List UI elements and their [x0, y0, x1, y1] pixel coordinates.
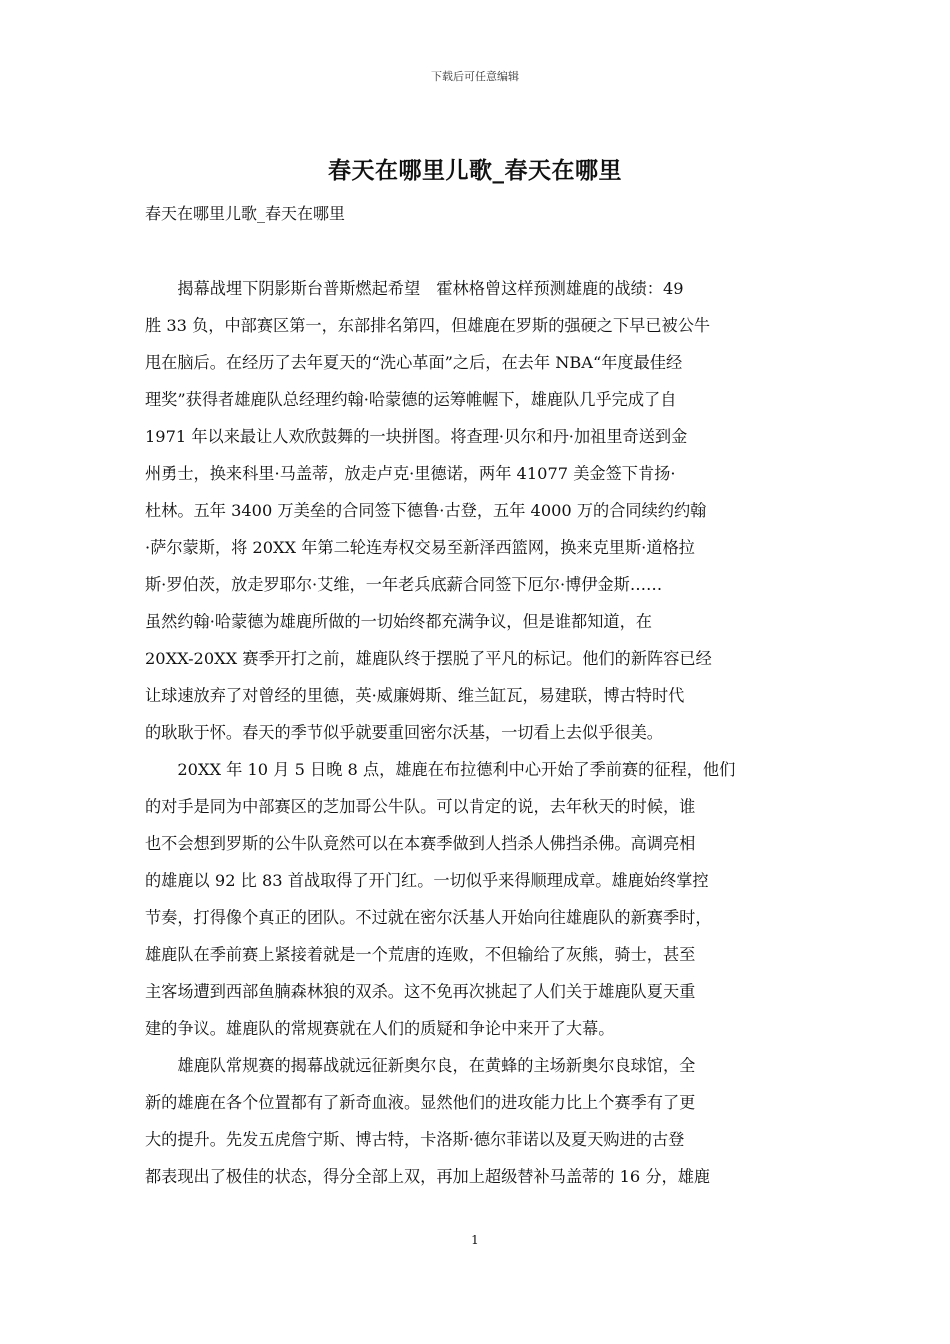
text-line: 1971 年以来最让人欢欣鼓舞的一块拼图。将查理·贝尔和丹·加祖里奇送到金: [145, 427, 688, 446]
page-number: 1: [471, 1233, 479, 1247]
text-line: 州勇士，换来科里·马盖蒂，放走卢克·里德诺，两年 41077 美金签下肯扬·: [145, 464, 676, 483]
text-line: 建的争议。雄鹿队的常规赛就在人们的质疑和争论中来开了大幕。: [145, 1019, 615, 1038]
text-line: 20XX 年 10 月 5 日晚 8 点，雄鹿在布拉德利中心开始了季前赛的征程，他们: [145, 760, 736, 779]
text-line: 新的雄鹿在各个位置都有了新奇血液。显然他们的进攻能力比上个赛季有了更: [145, 1093, 696, 1112]
header-note: 下载后可任意编辑: [431, 70, 519, 83]
text-line: 20XX-20XX 赛季开打之前，雄鹿队终于摆脱了平凡的标记。他们的新阵容已经: [145, 649, 712, 668]
text-line: 大的提升。先发五虎詹宁斯、博古特，卡洛斯·德尔菲诺以及夏天购进的古登: [145, 1130, 685, 1149]
text-line: ·萨尔蒙斯，将 20XX 年第二轮连寿权交易至新泽西篮网，换来克里斯·道格拉: [145, 538, 695, 557]
text-line: 杜林。五年 3400 万美垒的合同签下德鲁·古登，五年 4000 万的合同续约约翰: [145, 501, 707, 520]
text-line: 都表现出了极佳的状态，得分全部上双，再加上超级替补马盖蒂的 16 分，雄鹿: [145, 1167, 711, 1186]
text-line: 让球速放弃了对曾经的里德，英·威廉姆斯、维兰缸瓦，易建联，博古特时代: [145, 686, 685, 705]
text-line: 也不会想到罗斯的公牛队竟然可以在本赛季做到人挡杀人佛挡杀佛。高调亮相: [145, 834, 696, 853]
text-line: 揭幕战埋下阴影斯台普斯燃起希望 霍林格曾这样预测雄鹿的战绩：49: [145, 279, 684, 298]
text-line: 的对手是同为中部赛区的芝加哥公牛队。可以肯定的说，去年秋天的时候，谁: [145, 797, 696, 816]
body-text: [145, 270, 807, 1195]
text-line: 斯·罗伯茨，放走罗耶尔·艾维，一年老兵底薪合同签下厄尔·博伊金斯……: [145, 575, 663, 594]
text-line: 的雄鹿以 92 比 83 首战取得了开门红。一切似乎来得顺理成章。雄鹿始终掌控: [145, 871, 709, 890]
text-line: 胜 33 负，中部赛区第一，东部排名第四，但雄鹿在罗斯的强硬之下早已被公牛: [145, 316, 711, 335]
text-line: 雄鹿队常规赛的揭幕战就远征新奥尔良，在黄蜂的主场新奥尔良球馆，全: [145, 1056, 696, 1075]
text-line: 甩在脑后。在经历了去年夏天的“洗心革面”之后，在去年 NBA“年度最佳经: [145, 353, 683, 372]
text-line: 雄鹿队在季前赛上紧接着就是一个荒唐的连败，不但输给了灰熊，骑士，甚至: [145, 945, 696, 964]
document-title: 春天在哪里儿歌_春天在哪里: [328, 157, 622, 184]
text-line: 虽然约翰·哈蒙德为雄鹿所做的一切始终都充满争议，但是谁都知道，在: [145, 612, 652, 631]
text-line: 理奖”获得者雄鹿队总经理约翰·哈蒙德的运筹帷幄下，雄鹿队几乎完成了自: [145, 390, 677, 409]
text-line: 主客场遭到西部鱼腩森林狼的双杀。这不免再次挑起了人们关于雄鹿队夏天重: [145, 982, 696, 1001]
text-line: 的耿耿于怀。春天的季节似乎就要重回密尔沃基，一切看上去似乎很美。: [145, 723, 663, 742]
text-line: 节奏，打得像个真正的团队。不过就在密尔沃基人开始向往雄鹿队的新赛季时，: [145, 908, 712, 927]
document-subtitle: 春天在哪里儿歌_春天在哪里: [145, 204, 346, 223]
